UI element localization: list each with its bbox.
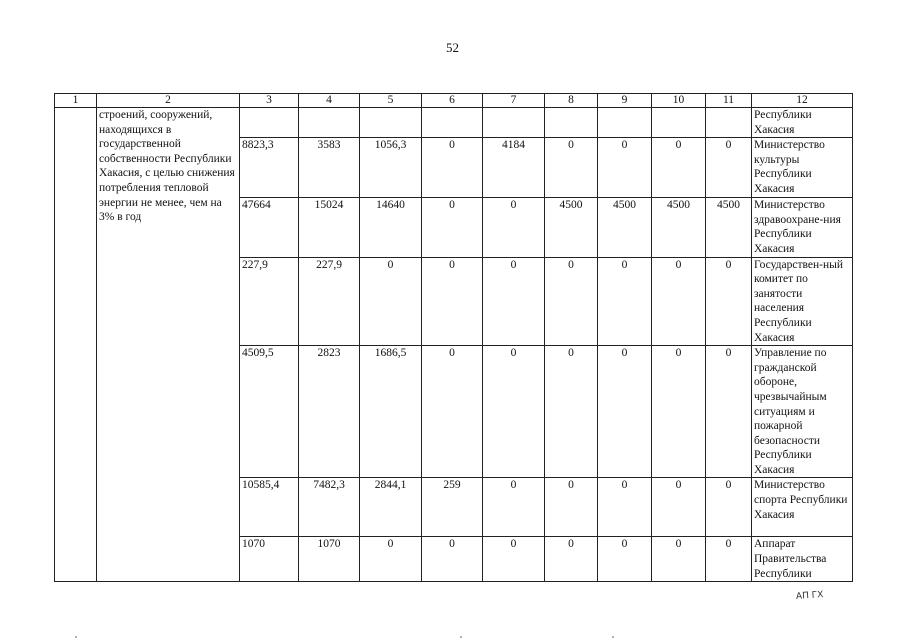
measure-description: строений, сооружений, находящихся в государственной собственности Республики Хакасия, с целью снижения потребления тепловой энергии не менее, чем на 3% в год — [97, 108, 240, 582]
value-cell-col-8: 0 — [545, 478, 598, 537]
scan-speck — [75, 636, 77, 638]
column-header-8: 8 — [545, 94, 598, 108]
value-cell-col-5: 0 — [360, 257, 422, 346]
value-cell-col-4: 7482,3 — [299, 478, 360, 537]
value-cell-col-4: 3583 — [299, 138, 360, 198]
value-cell-col-4: 227,9 — [299, 257, 360, 346]
department-cell: Министерство культуры Республики Хакасия — [752, 138, 853, 198]
column-header-12: 12 — [752, 94, 853, 108]
scan-speck — [612, 636, 614, 638]
value-cell-col-6: 0 — [422, 198, 483, 257]
footer-mark: АП ГХ — [795, 590, 824, 602]
value-cell-col-5 — [360, 108, 422, 138]
value-cell-col-3: 47664 — [240, 198, 299, 257]
value-cell-col-7: 0 — [483, 257, 545, 346]
value-cell-col-7: 0 — [483, 478, 545, 537]
value-cell-col-3 — [240, 108, 299, 138]
column-header-4: 4 — [299, 94, 360, 108]
value-cell-col-4: 15024 — [299, 198, 360, 257]
value-cell-col-9: 0 — [598, 346, 652, 478]
department-cell: Управление по гражданской обороне, чрезвычайным ситуациям и пожарной безопасности Республики Хакасия — [752, 346, 853, 478]
column-header-5: 5 — [360, 94, 422, 108]
value-cell-col-9: 0 — [598, 257, 652, 346]
department-cell: Министерство здравоохране-ния Республики Хакасия — [752, 198, 853, 257]
value-cell-col-5: 0 — [360, 537, 422, 582]
value-cell-col-10: 4500 — [652, 198, 706, 257]
value-cell-col-6: 0 — [422, 138, 483, 198]
value-cell-col-10: 0 — [652, 257, 706, 346]
value-cell-col-8: 0 — [545, 537, 598, 582]
value-cell-col-9: 4500 — [598, 198, 652, 257]
value-cell-col-3: 8823,3 — [240, 138, 299, 198]
department-cell: Министерство спорта Республики Хакасия — [752, 478, 853, 537]
value-cell-col-9: 0 — [598, 537, 652, 582]
value-cell-col-8: 0 — [545, 138, 598, 198]
value-cell-col-9 — [598, 108, 652, 138]
value-cell-col-3: 227,9 — [240, 257, 299, 346]
value-cell-col-11: 0 — [706, 478, 752, 537]
row-number-cell — [55, 108, 97, 582]
value-cell-col-8 — [545, 108, 598, 138]
column-header-1: 1 — [55, 94, 97, 108]
value-cell-col-4: 1070 — [299, 537, 360, 582]
value-cell-col-11 — [706, 108, 752, 138]
value-cell-col-8: 0 — [545, 257, 598, 346]
value-cell-col-6: 0 — [422, 346, 483, 478]
value-cell-col-8: 4500 — [545, 198, 598, 257]
value-cell-col-11: 0 — [706, 138, 752, 198]
column-header-7: 7 — [483, 94, 545, 108]
value-cell-col-7: 0 — [483, 346, 545, 478]
value-cell-col-4: 2823 — [299, 346, 360, 478]
value-cell-col-3: 1070 — [240, 537, 299, 582]
value-cell-col-5: 1056,3 — [360, 138, 422, 198]
value-cell-col-5: 2844,1 — [360, 478, 422, 537]
page-number: 52 — [446, 40, 459, 55]
value-cell-col-7 — [483, 108, 545, 138]
budget-table — [54, 93, 853, 582]
column-header-11: 11 — [706, 94, 752, 108]
value-cell-col-3: 10585,4 — [240, 478, 299, 537]
department-cell: Государствен-ный комитет по занятости населения Республики Хакасия — [752, 257, 853, 346]
header-row — [55, 94, 853, 108]
value-cell-col-10: 0 — [652, 537, 706, 582]
value-cell-col-11: 0 — [706, 346, 752, 478]
column-header-2: 2 — [97, 94, 240, 108]
value-cell-col-4 — [299, 108, 360, 138]
value-cell-col-10 — [652, 108, 706, 138]
column-header-9: 9 — [598, 94, 652, 108]
value-cell-col-3: 4509,5 — [240, 346, 299, 478]
value-cell-col-9: 0 — [598, 138, 652, 198]
value-cell-col-5: 14640 — [360, 198, 422, 257]
value-cell-col-6: 259 — [422, 478, 483, 537]
column-header-6: 6 — [422, 94, 483, 108]
value-cell-col-11: 0 — [706, 257, 752, 346]
scan-speck — [460, 636, 462, 638]
value-cell-col-10: 0 — [652, 346, 706, 478]
department-cell: Республики Хакасия — [752, 108, 853, 138]
value-cell-col-10: 0 — [652, 138, 706, 198]
table-row — [55, 108, 853, 138]
column-header-3: 3 — [240, 94, 299, 108]
column-header-10: 10 — [652, 94, 706, 108]
value-cell-col-11: 0 — [706, 537, 752, 582]
value-cell-col-10: 0 — [652, 478, 706, 537]
department-cell: Аппарат Правительства Республики — [752, 537, 853, 582]
value-cell-col-5: 1686,5 — [360, 346, 422, 478]
value-cell-col-7: 0 — [483, 198, 545, 257]
value-cell-col-11: 4500 — [706, 198, 752, 257]
value-cell-col-7: 4184 — [483, 138, 545, 198]
value-cell-col-7: 0 — [483, 537, 545, 582]
value-cell-col-8: 0 — [545, 346, 598, 478]
value-cell-col-6 — [422, 108, 483, 138]
value-cell-col-9: 0 — [598, 478, 652, 537]
value-cell-col-6: 0 — [422, 537, 483, 582]
value-cell-col-6: 0 — [422, 257, 483, 346]
